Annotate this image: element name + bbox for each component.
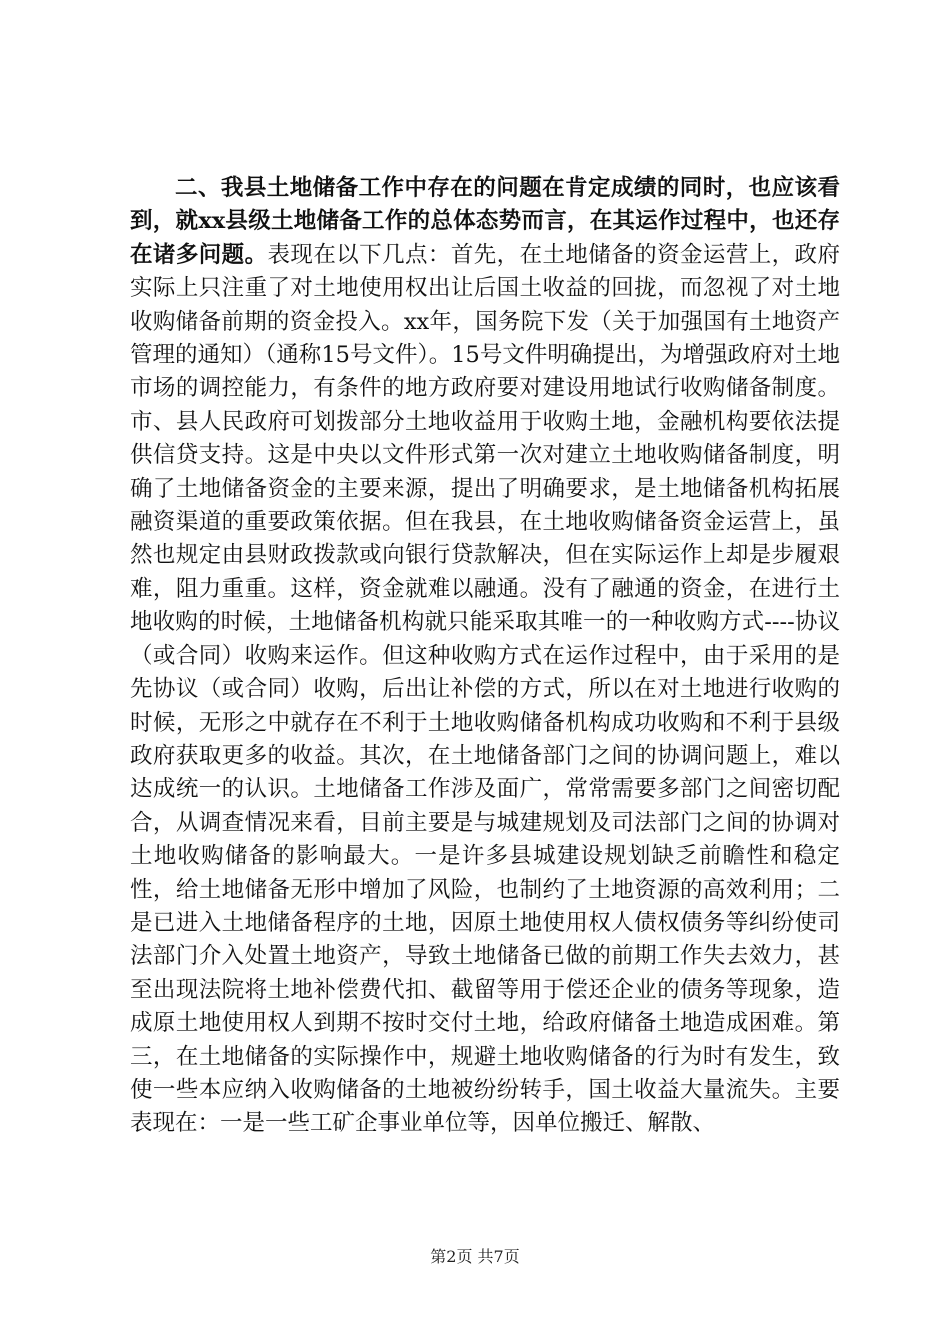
- section-heading: 二、我县土地储备工作中存在的问题在肯定成绩的同时，也应该看到，就xx县级土地储备工作的总体态势而言，在其运作过程中，也还存在诸多问题。: [130, 175, 840, 268]
- document-paragraph: [130, 172, 840, 1141]
- page-number: 第2页 共7页: [430, 1247, 520, 1266]
- page-footer: [0, 1244, 950, 1267]
- paragraph-body: 表现在以下几点：首先，在土地储备的资金运营上，政府实际上只注重了对土地使用权出让后国土收益的回拢，而忽视了对土地收购储备前期的资金投入。xx年，国务院下发（关于加强国有土地资产管理的通知）（通称15号文件）。15号文件明确提出，为增强政府对土地市场的调控能力，有条件的地方政府要对建设用地试行收购储备制度。市、县人民政府可划拨部分土地收益用于收购土地，金融机构要依法提供信贷支持。这是中央以文件形式第一次对建立土地收购储备制度，明确了土地储备资金的主要来源，提出了明确要求，是土地储备机构拓展融资渠道的重要政策依据。但在我县，在土地收购储备资金运营上，虽然也规定由县财政拨款或向银行贷款解决，但在实际运作上却是步履艰难，阻力重重。这样，资金就难以融通。没有了融通的资金，在进行土地收购的时候，土地储备机构就只能采取其唯一的一种收购方式----协议（或合同）收购来运作。但这种收购方式在运作过程中，由于采用的是先协议（或合同）收购，后出让补偿的方式，所以在对土地进行收购的时候，无形之中就存在不利于土地收购储备机构成功收购和不利于县级政府获取更多的收益。其次，在土地储备部门之间的协调问题上，难以达成统一的认识。土地储备工作涉及面广，常常需要多部门之间密切配合，从调查情况来看，目前主要是与城建规划及司法部门之间的协调对土地收购储备的影响最大。一是许多县城建设规划缺乏前瞻性和稳定性，给土地储备无形中增加了风险，也制约了土地资源的高效利用；二是已进入土地储备程序的土地，因原土地使用权人债权债务等纠纷使司法部门介入处置土地资产，导致土地储备已做的前期工作失去效力，甚至出现法院将土地补偿费代扣、截留等用于偿还企业的债务等现象，造成原土地使用权人到期不按时交付土地，给政府储备土地造成困难。第三，在土地储备的实际操作中，规避土地收购储备的行为时有发生，致使一些本应纳入收购储备的土地被纷纷转手，国土收益大量流失。主要表现在：一是一些工矿企事业单位等，因单位搬迁、解散、: [130, 241, 840, 1137]
